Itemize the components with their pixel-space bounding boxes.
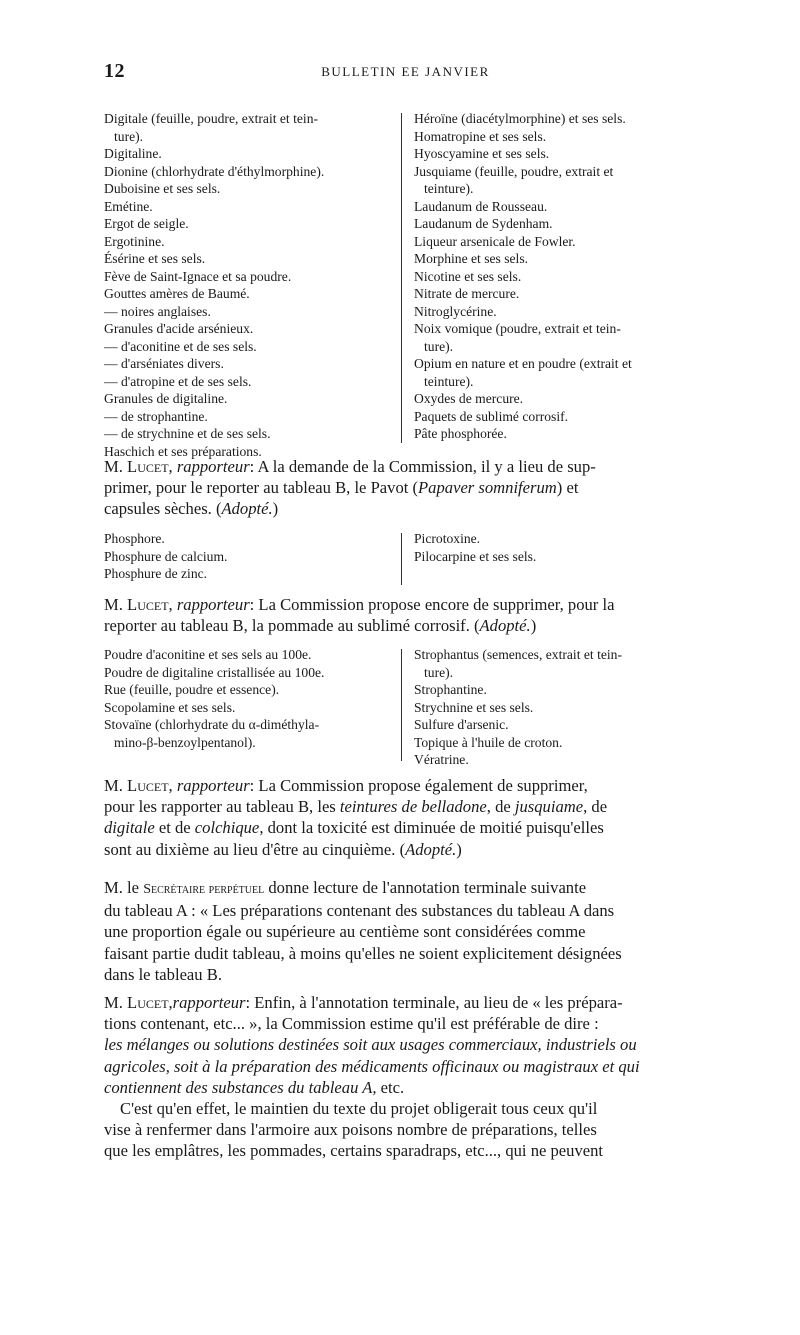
list-item: — d'aconitine et de ses sels. <box>104 338 257 354</box>
text-run: , de <box>583 797 608 817</box>
text-line: que les emplâtres, les pommades, certains sparadraps, etc..., qui ne peuvent <box>104 1141 604 1161</box>
list-item: Digitale (feuille, poudre, extrait et tein- <box>104 111 319 126</box>
text-run: agricoles, soit à la préparation des médicaments officinaux ou magistraux et qui <box>104 1056 640 1076</box>
text-run: : Enfin, à l'annotation terminale, au lieu de « les prépara- <box>245 993 623 1012</box>
page-header <box>104 60 707 82</box>
speaker-name: M. Lucet, <box>104 595 173 614</box>
list-item: — de strychnine et de ses sels. <box>104 426 271 441</box>
list-item: Poudre d'aconitine et ses sels au 100e. <box>104 647 312 662</box>
paragraph-explanation <box>104 1098 706 1162</box>
list-item: Digitaline. <box>104 146 162 161</box>
list-item: Phosphure de zinc. <box>104 566 208 581</box>
text-run: ) <box>272 499 279 519</box>
column-divider <box>401 113 402 443</box>
text-run: Adopté. <box>221 499 273 519</box>
paragraph-pavot <box>104 456 706 520</box>
list-item: — d'arséniates divers. <box>104 356 224 371</box>
list-item: Laudanum de Rousseau. <box>414 198 548 214</box>
text-run: colchique <box>194 818 260 838</box>
text-line: du tableau A : « Les préparations contenant des substances du tableau A dans <box>104 901 615 921</box>
speaker-role: rapporteur <box>176 595 250 614</box>
speaker-name: M. Lucet, <box>104 457 173 476</box>
list3-left-column <box>104 646 394 751</box>
list-item: Topique à l'huile de croton. <box>414 734 563 750</box>
list-item: Liqueur arsenicale de Fowler. <box>414 233 576 249</box>
text-line: faisant partie dudit tableau, à moins qu'elles ne soient explicitement désignées <box>104 943 622 963</box>
list-item: — d'atropine et de ses sels. <box>104 373 252 389</box>
text-run: digitale <box>104 818 155 838</box>
text-run: donne lecture de l'annotation terminale suivante <box>264 878 587 897</box>
page-number: 12 <box>104 60 125 82</box>
paragraph-teintures <box>104 775 706 860</box>
text-line: C'est qu'en effet, le maintien du texte du projet obligerait tous ceux qu'il <box>120 1099 598 1118</box>
list-item: Gouttes amères de Baumé. <box>104 286 250 301</box>
list-item: Emétine. <box>104 198 153 214</box>
text-run: : La Commission propose également de supprimer, <box>249 776 588 795</box>
list-item: Ergotinine. <box>104 233 165 249</box>
list-item: Nitrate de mercure. <box>414 286 520 301</box>
text-run: , de <box>486 797 515 817</box>
speaker-name: M. Lucet, <box>104 993 173 1012</box>
text-run: sont au dixième au lieu d'être au cinquième. ( <box>104 839 406 859</box>
speaker-role: rapporteur <box>176 776 250 795</box>
text-run: et de <box>154 818 195 838</box>
speaker-role: rapporteur <box>176 457 250 476</box>
list-item: ture). <box>114 128 144 144</box>
list-item: Duboisine et ses sels. <box>104 181 221 196</box>
list-item: Morphine et ses sels. <box>414 251 529 266</box>
list-item: Pâte phosphorée. <box>414 426 507 441</box>
text-run: etc. <box>376 1077 405 1097</box>
list-item: Homatropine et ses sels. <box>414 128 547 144</box>
list-item: teinture). <box>424 373 474 389</box>
list-item: Noix vomique (poudre, extrait et tein- <box>414 321 621 336</box>
list-item: — noires anglaises. <box>104 303 211 319</box>
paragraph-pommade <box>104 594 706 636</box>
list-item: Nitroglycérine. <box>414 303 497 319</box>
list-item: — de strophantine. <box>104 408 208 424</box>
text-line: tions contenant, etc... », la Commission estime qu'il est préférable de dire : <box>104 1014 599 1034</box>
list-item: Nicotine et ses sels. <box>414 268 522 284</box>
list1-left-column <box>104 110 394 460</box>
text-run: reporter au tableau B, la pommade au sublimé corrosif. ( <box>104 616 480 636</box>
text-run: primer, pour le reporter au tableau B, le Pavot ( <box>104 478 419 498</box>
list-item: teinture). <box>424 181 474 196</box>
text-run: les mélanges ou solutions destinées soit aux usages commerciaux, industriels ou <box>104 1035 637 1055</box>
text-run: Papaver somniferum <box>418 478 557 498</box>
text-run: pour les rapporter au tableau B, les <box>104 797 340 817</box>
list-item: Granules de digitaline. <box>104 391 228 406</box>
text-run: Adopté. <box>405 839 457 859</box>
list-item: Granules d'acide arsénieux. <box>104 321 254 336</box>
list-item: mino-β-benzoylpentanol). <box>114 734 256 750</box>
list-item: Fève de Saint-Ignace et sa poudre. <box>104 268 292 284</box>
list-item: Oxydes de mercure. <box>414 391 524 406</box>
list-item: Héroïne (diacétylmorphine) et ses sels. <box>414 111 626 126</box>
list-item: Phosphore. <box>104 531 165 546</box>
list-item: Pilocarpine et ses sels. <box>414 548 537 564</box>
text-run: , dont la toxicité est diminuée de moitié puisqu'elles <box>259 818 604 838</box>
text-run: Adopté. <box>479 616 531 636</box>
list-item: Stovaïne (chlorhydrate du α-diméthyla- <box>104 717 320 732</box>
list-item: ture). <box>424 338 454 354</box>
list-item: Paquets de sublimé corrosif. <box>414 408 569 424</box>
speaker-role: rapporteur <box>172 993 246 1012</box>
list-item: Ésérine et ses sels. <box>104 251 206 266</box>
list-item: Laudanum de Sydenham. <box>414 216 553 231</box>
list-item: Jusquiame (feuille, poudre, extrait et <box>414 163 614 179</box>
text-run: Secrétaire perpétuel <box>143 882 265 897</box>
text-run: ) <box>456 839 462 859</box>
text-run: M. le <box>104 878 144 897</box>
list-item: Opium en nature et en poudre (extrait et <box>414 356 632 371</box>
text-run: teintures de belladone <box>339 797 487 817</box>
text-line: une proportion égale ou supérieure au centième sont considérées comme <box>104 922 586 942</box>
list-item: Vératrine. <box>414 752 469 767</box>
text-run: jusquiame <box>514 797 584 817</box>
list-item: Picrotoxine. <box>414 531 481 546</box>
list1-right-column <box>414 110 709 443</box>
text-run: ) <box>530 616 537 636</box>
list-item: Rue (feuille, poudre et essence). <box>104 682 280 697</box>
text-line: dans le tableau B. <box>104 964 222 984</box>
paragraph-annotation-proposal <box>104 992 706 1098</box>
list-item: Strychnine et ses sels. <box>414 699 534 715</box>
text-run: contiennent des substances du tableau A, <box>104 1077 377 1097</box>
text-run: ) et <box>556 478 579 498</box>
paragraph-annotation-reading <box>104 877 706 985</box>
running-title: BULLETIN EE JANVIER <box>321 64 490 79</box>
column-divider <box>401 533 402 585</box>
speaker-name: M. Lucet, <box>104 776 173 795</box>
text-line: vise à renfermer dans l'armoire aux poisons nombre de préparations, telles <box>104 1120 597 1140</box>
list-item: ture). <box>424 664 454 680</box>
list-item: Sulfure d'arsenic. <box>414 717 509 732</box>
list-item: Dionine (chlorhydrate d'éthylmorphine). <box>104 163 325 179</box>
text-run: : La Commission propose encore de supprimer, pour la <box>249 595 615 614</box>
list-item: Strophantine. <box>414 682 487 697</box>
list-item: Strophantus (semences, extrait et tein- <box>414 647 622 662</box>
text-run: : A la demande de la Commission, il y a lieu de sup- <box>249 457 596 476</box>
text-run: capsules sèches. ( <box>104 499 222 519</box>
list-item: Scopolamine et ses sels. <box>104 699 236 715</box>
column-divider <box>401 649 402 761</box>
list3-right-column <box>414 646 709 769</box>
list-item: Ergot de seigle. <box>104 216 189 231</box>
list-item: Phosphure de calcium. <box>104 548 228 564</box>
list-item: Poudre de digitaline cristallisée au 100e. <box>104 664 325 680</box>
list-item: Haschich et ses préparations. <box>104 443 262 459</box>
list2-left-column <box>104 530 394 583</box>
list-item: Hyoscyamine et ses sels. <box>414 146 550 161</box>
list2-right-column <box>414 530 709 565</box>
